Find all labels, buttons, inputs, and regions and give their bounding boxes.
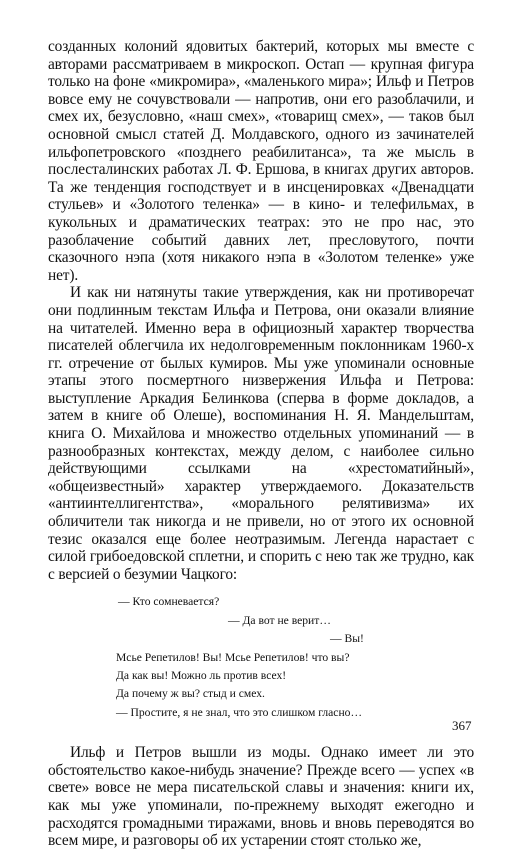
page-number: 367 [452,718,472,733]
quote-line: — Да вот не верит… [228,613,331,627]
quote-line: — Вы! [330,632,364,646]
quote-line: Мсье Репетилов! Вы! Мсье Репетилов! что вы? [116,650,350,664]
verse-quote [116,593,474,722]
quote-line: — Кто сомневается? [118,595,220,609]
paragraph-2: И как ни натянуты такие утверждения, как ни противоречат они подлинным текстам Ильфа и Петрова, они оказали влияние на читателей. Именно вера в официозный характер творчества писателей облегчила их недолговременным поклонникам 1960-х гг. отречение от былых кумиров. Мы уже упоминали основные этапы этого посмертного низвержения Ильфа и Петрова: выступление Аркадия Белинкова (сперва в форме докладов, а затем в книге об Олеше), воспоминания Н. Я. Мандельштам, книга О. Михайлова и множество отдельных упоминаний — в разнообразных контекстах, между делом, с наиболее сильно действующими ссылками на «хрестоматийный», «общеизвестный» характер утверждаемого. Доказательств «антиинтеллигентства», «морального релятивизма» их обличители так никогда и не привели, но от этого их основной тезис оказался еще более неотразимым. Легенда нарастает с силой грибоедовской сплетни, и спорить с нею так же трудно, как с версией о безумии Чацкого: [48,284,474,583]
paragraph-1: созданных колоний ядовитых бактерий, которых мы вместе с авторами рассматриваем в микроскоп. Остап — крупная фигура только на фоне «микромира», «маленького мира»; Ильф и Петров вовсе ему не сочувствовали — напротив, они его разоблачили, и смех их, безусловно, «наш смех», «товарищ смех», — таков был основной смысл статей Д. Молдавского, одного из зачинателей ильфопетровского «позднего реабилитанса», та же мысль в послесталинских работах Л. Ф. Ершова, в книгах других авторов. Та же тенденция господствует и в инсценировках «Двенадцати стульев» и «Золотого теленка» — в кино- и телефильмах, в кукольных и драматических театрах: это не про нас, это разоблачение событий давних лет, пресловутого, почти сказочного нэпа (хотя никакого нэпа в «Золотом теленке» уже нет). [48,38,474,284]
quote-line: Да почему ж вы? стыд и смех. [116,687,265,701]
quote-line: — Простите, я не знал, что это слишком гласно… [116,705,363,719]
page-body [48,38,474,850]
paragraph-3: Ильф и Петров вышли из моды. Однако имеет ли это обстоятельство какое-нибудь значение? Прежде всего — успех «в свете» вовсе не мера писательской славы и значения: книги их, как мы уже упоминали, по-прежнему выходят ежегодно и расходятся громадными тиражами, вновь и вновь переводятся во всем мире, и разговоры об их устарении стоят столько же, [48,744,474,850]
quote-line: Да как вы! Можно ль против всех! [116,669,287,683]
